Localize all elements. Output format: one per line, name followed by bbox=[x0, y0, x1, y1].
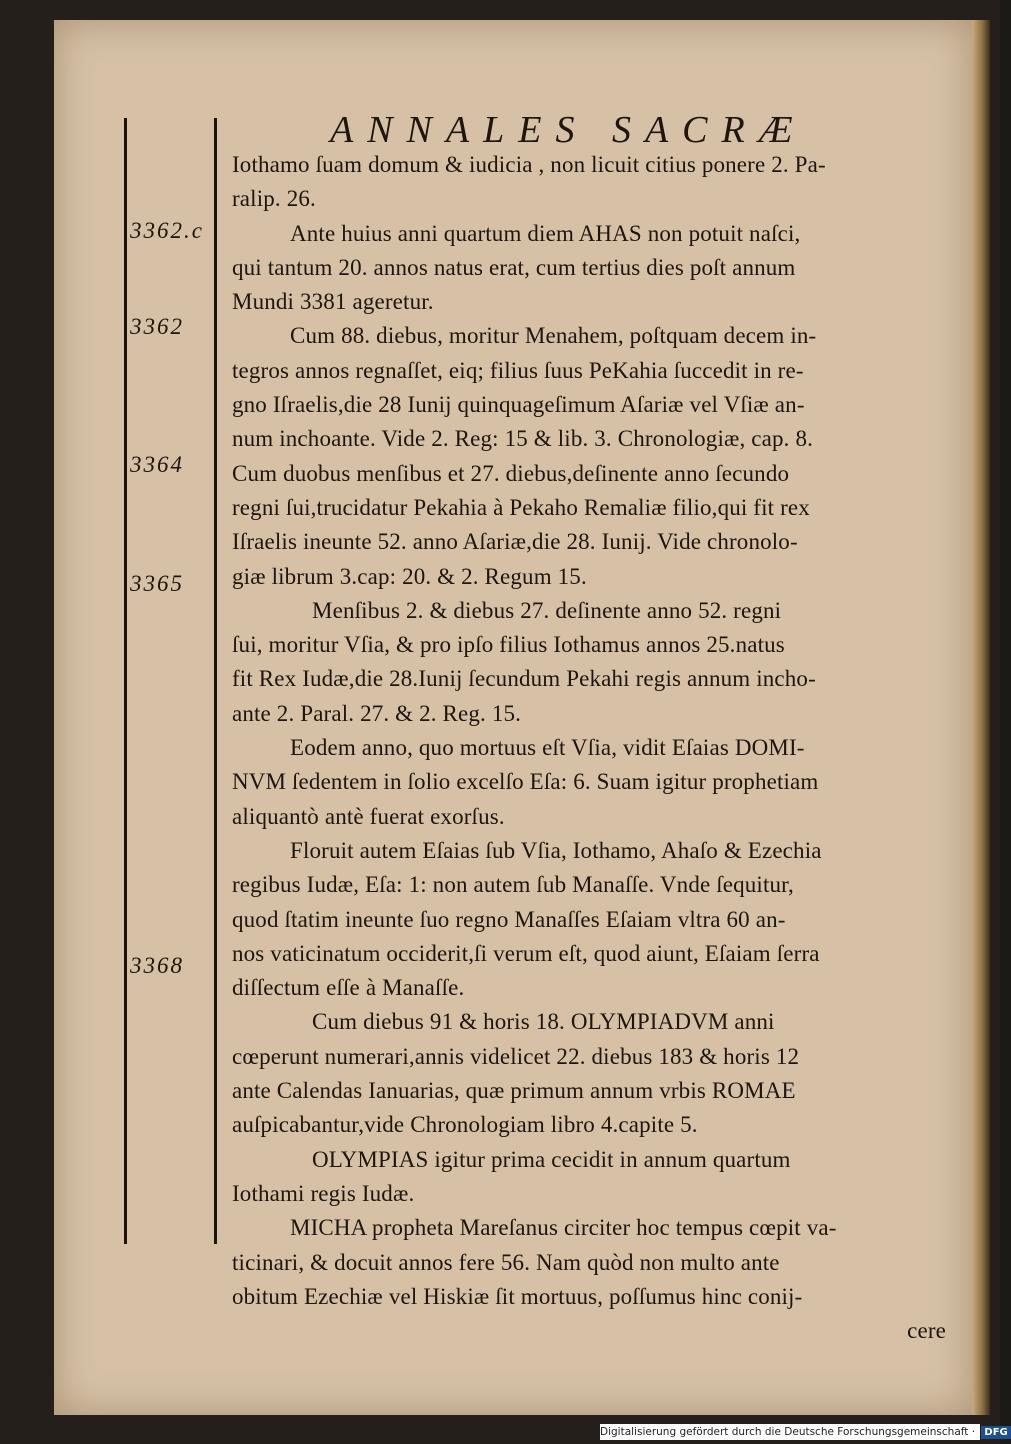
text-line: ante 2. Paral. 27. & 2. Reg. 15. bbox=[232, 700, 522, 726]
text-line: quod ſtatim ineunte ſuo regno Manaſſes Eſaiam vltra 60 an- bbox=[232, 906, 786, 932]
text-line: NVM ſedentem in ſolio excelſo Eſa: 6. Suam igitur prophetiam bbox=[232, 769, 819, 795]
text-line: Eodem anno, quo mortuus eſt Vſia, vidit Eſaias DOMI- bbox=[290, 735, 805, 761]
margin-year: 3364 bbox=[130, 452, 184, 477]
text-line: Iothami regis Iudæ. bbox=[232, 1180, 415, 1206]
text-line: MICHA propheta Mareſanus circiter hoc tempus cœpit va- bbox=[290, 1215, 837, 1241]
text-line: tegros annos regnaſſet, eiq; filius ſuus PeKahia ſuccedit in re- bbox=[232, 357, 804, 383]
text-line: giæ librum 3.cap: 20. & 2. Regum 15. bbox=[232, 563, 587, 589]
body-text bbox=[232, 148, 952, 1348]
digitization-footer bbox=[600, 1424, 1008, 1440]
text-line: Menſibus 2. & diebus 27. deſinente anno 52. regni bbox=[312, 597, 782, 623]
text-line: num inchoante. Vide 2. Reg: 15 & lib. 3. Chronologiæ, cap. 8. bbox=[232, 426, 814, 452]
margin-year: 3365 bbox=[130, 571, 184, 596]
text-line: regibus Iudæ, Eſa: 1: non autem ſub Manaſſe. Vnde ſequitur, bbox=[232, 872, 794, 898]
margin-year: 3362 bbox=[130, 314, 184, 339]
text-line: aliquantò antè fuerat exorſus. bbox=[232, 803, 505, 829]
running-head: ANNALES SACRÆ bbox=[330, 109, 807, 151]
text-line: regni ſui,trucidatur Pekahia à Pekaho Remaliæ filio,qui fit rex bbox=[232, 494, 810, 520]
text-line: ralip. 26. bbox=[232, 186, 316, 212]
text-line: Floruit autem Eſaias ſub Vſia, Iothamo, Ahaſo & Ezechia bbox=[290, 837, 822, 863]
text-line: fit Rex Iudæ,die 28.Iunij ſecundum Pekahi regis annum incho- bbox=[232, 666, 816, 692]
text-line: Iſraelis ineunte 52. anno Aſariæ,die 28. Iunij. Vide chronolo- bbox=[232, 529, 798, 555]
text-line: ſui, moritur Vſia, & pro ipſo filius Iothamus annos 25.natus bbox=[232, 632, 785, 658]
margin-rule-inner bbox=[214, 118, 217, 1244]
catchword: cere bbox=[907, 1318, 946, 1344]
text-line: diſſectum eſſe à Manaſſe. bbox=[232, 975, 465, 1001]
text-line: OLYMPIAS igitur prima cecidit in annum quartum bbox=[312, 1146, 791, 1172]
text-line: Cum duobus menſibus et 27. diebus,deſinente anno ſecundo bbox=[232, 460, 790, 486]
text-line: Iothamo ſuam domum & iudicia , non licuit citius ponere 2. Pa- bbox=[232, 152, 826, 177]
text-line: gno Iſraelis,die 28 Iunij quinquageſimum Aſariæ vel Vſiæ an- bbox=[232, 392, 805, 418]
text-line: Cum diebus 91 & horis 18. OLYMPIADVM anni bbox=[312, 1009, 775, 1035]
margin-year: 3362.c bbox=[130, 218, 204, 243]
footer-text: Digitalisierung gefördert durch die Deutsche Forschungsgemeinschaft · bbox=[600, 1426, 976, 1438]
text-line: obitum Ezechiæ vel Hiskiæ ſit mortuus, poſſumus hinc conij- bbox=[232, 1283, 803, 1309]
page-edge bbox=[972, 20, 990, 1415]
text-line: ticinari, & docuit annos fere 56. Nam quòd non multo ante bbox=[232, 1249, 780, 1275]
text-line: Cum 88. diebus, moritur Menahem, poſtquam decem in- bbox=[290, 323, 817, 349]
text-line: qui tantum 20. annos natus erat, cum tertius dies poſt annum bbox=[232, 254, 796, 280]
text-line: auſpicabantur,vide Chronologiam libro 4.capite 5. bbox=[232, 1112, 698, 1138]
margin-rule-outer bbox=[124, 118, 127, 1244]
text-line: Ante huius anni quartum diem AHAS non potuit naſci, bbox=[290, 220, 801, 246]
dfg-logo: DFG bbox=[981, 1426, 1010, 1439]
text-line: cœperunt numerari,annis videlicet 22. diebus 183 & horis 12 bbox=[232, 1043, 800, 1069]
text-line: Mundi 3381 ageretur. bbox=[232, 289, 434, 315]
margin-year: 3368 bbox=[130, 953, 184, 978]
text-line: nos vaticinatum occiderit,ſi verum eſt, quod aiunt, Eſaiam ſerra bbox=[232, 940, 820, 966]
text-line: ante Calendas Ianuarias, quæ primum annum vrbis ROMAE bbox=[232, 1078, 796, 1104]
